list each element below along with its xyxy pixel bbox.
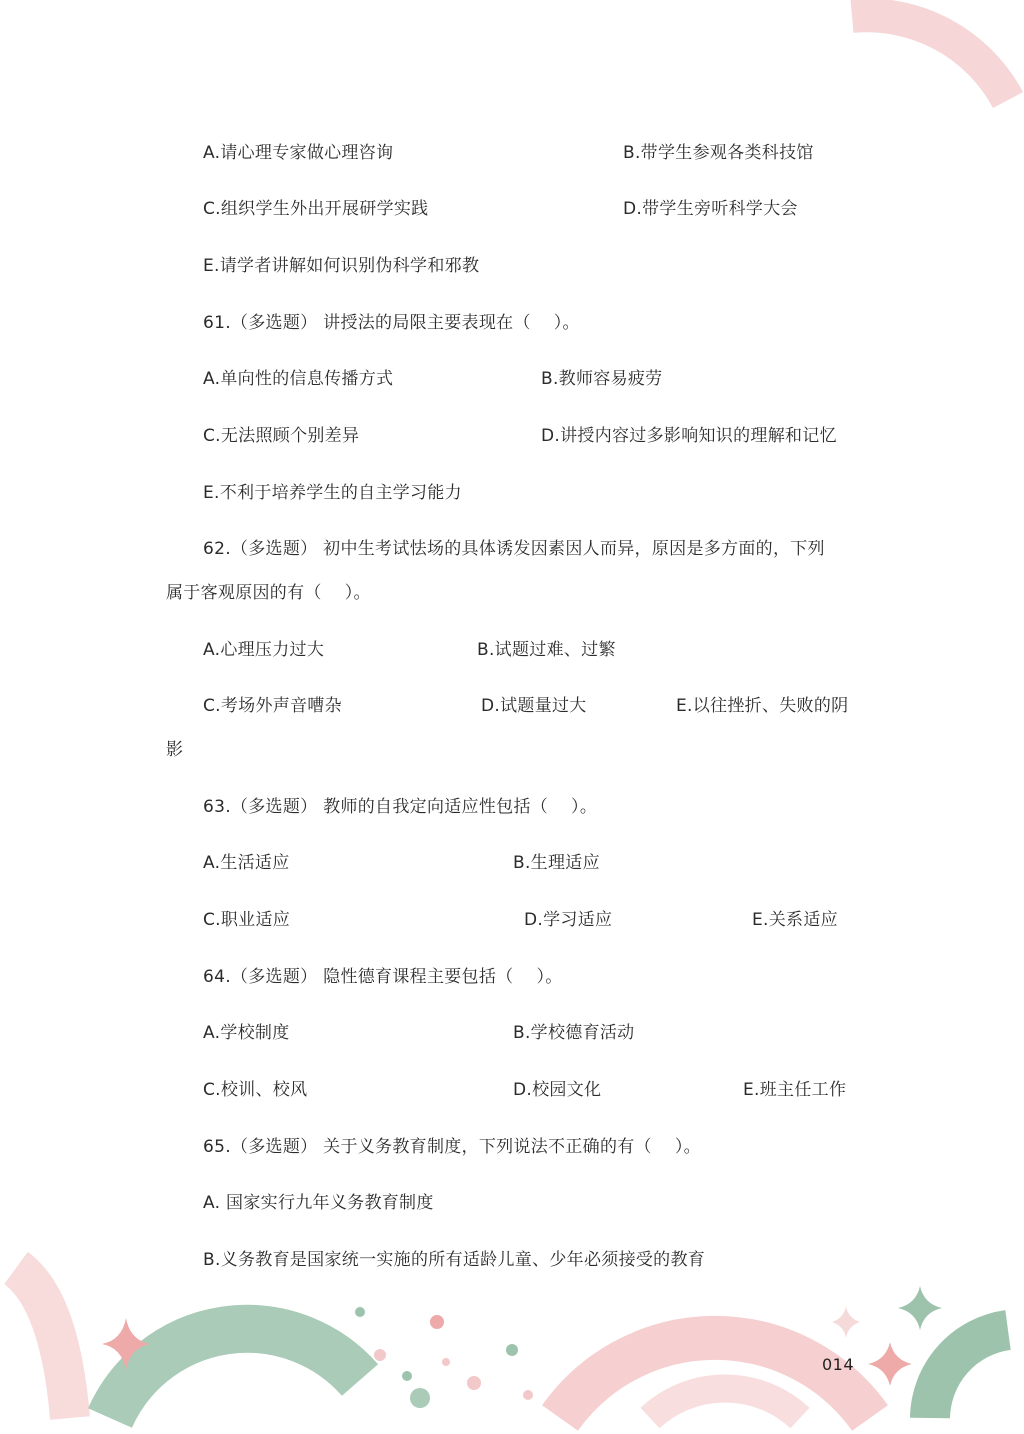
q61-option-c: C.无法照顾个别差异 (203, 426, 360, 446)
q64-option-e: E.班主任工作 (743, 1080, 847, 1100)
q65-stem: 65.（多选题） 关于义务教育制度，下列说法不正确的有（ ）。 (203, 1137, 701, 1157)
q63-option-d: D.学习适应 (524, 910, 613, 930)
q63-option-b: B.生理适应 (513, 853, 600, 873)
dot (442, 1358, 450, 1366)
dot (355, 1307, 365, 1317)
q60-option-a: A.请心理专家做心理咨询 (203, 143, 394, 163)
q61-option-d: D.讲授内容过多影响知识的理解和记忆 (541, 426, 837, 446)
q64-option-d: D.校园文化 (513, 1080, 602, 1100)
q64-option-b: B.学校德育活动 (513, 1023, 635, 1043)
q62-stem-line1: 62.（多选题） 初中生考试怯场的具体诱发因素因人而异，原因是多方面的，下列 (203, 539, 825, 559)
q63-option-a: A.生活适应 (203, 853, 290, 873)
q65-option-a: A. 国家实行九年义务教育制度 (203, 1193, 434, 1213)
page-number: 014 (822, 1355, 855, 1374)
q60-option-b: B.带学生参观各类科技馆 (623, 143, 814, 163)
q64-stem: 64.（多选题） 隐性德育课程主要包括（ ）。 (203, 967, 563, 987)
q62-option-b: B.试题过难、过繁 (477, 640, 616, 660)
q62-stem-line2: 属于客观原因的有（ ）。 (166, 583, 371, 603)
q61-stem: 61.（多选题） 讲授法的局限主要表现在（ ）。 (203, 313, 580, 333)
green-star-right (898, 1286, 942, 1330)
bottom-pink-arch (560, 1338, 870, 1418)
q61-option-b: B.教师容易疲劳 (541, 369, 663, 389)
bottom-left-green-arch (110, 1329, 360, 1418)
top-right-arch-decoration (852, 15, 1008, 100)
q61-option-a: A.单向性的信息传播方式 (203, 369, 394, 389)
q63-option-e: E.关系适应 (752, 910, 838, 930)
bottom-pink-arch-inner (650, 1388, 800, 1418)
q64-option-c: C.校训、校风 (203, 1080, 308, 1100)
q62-option-d: D.试题量过大 (481, 696, 587, 716)
dot (523, 1390, 533, 1400)
pink-star-left (102, 1318, 150, 1370)
light-pink-star (832, 1306, 860, 1338)
q61-option-e: E.不利于培养学生的自主学习能力 (203, 483, 462, 503)
q60-option-e: E.请学者讲解如何识别伪科学和邪教 (203, 256, 480, 276)
dot (374, 1349, 386, 1361)
q63-stem: 63.（多选题） 教师的自我定向适应性包括（ ）。 (203, 797, 598, 817)
bottom-right-green-arch (930, 1330, 1008, 1418)
q62-option-a: A.心理压力过大 (203, 640, 325, 660)
q60-option-d: D.带学生旁听科学大会 (623, 199, 798, 219)
q63-option-c: C.职业适应 (203, 910, 291, 930)
q64-option-a: A.学校制度 (203, 1023, 290, 1043)
dot (506, 1344, 518, 1356)
q62-option-c: C.考场外声音嘈杂 (203, 696, 342, 716)
dot (410, 1388, 430, 1408)
q62-option-e: E.以往挫折、失败的阴 (676, 696, 849, 716)
pink-star-right (868, 1342, 912, 1386)
dot (402, 1371, 412, 1381)
bottom-left-pink-wave (16, 1268, 70, 1418)
q60-option-c: C.组织学生外出开展研学实践 (203, 199, 429, 219)
dot (430, 1315, 444, 1329)
q65-option-b: B.义务教育是国家统一实施的所有适龄儿童、少年必须接受的教育 (203, 1250, 706, 1270)
dot (467, 1376, 481, 1390)
q62-option-e-continued: 影 (166, 740, 184, 760)
